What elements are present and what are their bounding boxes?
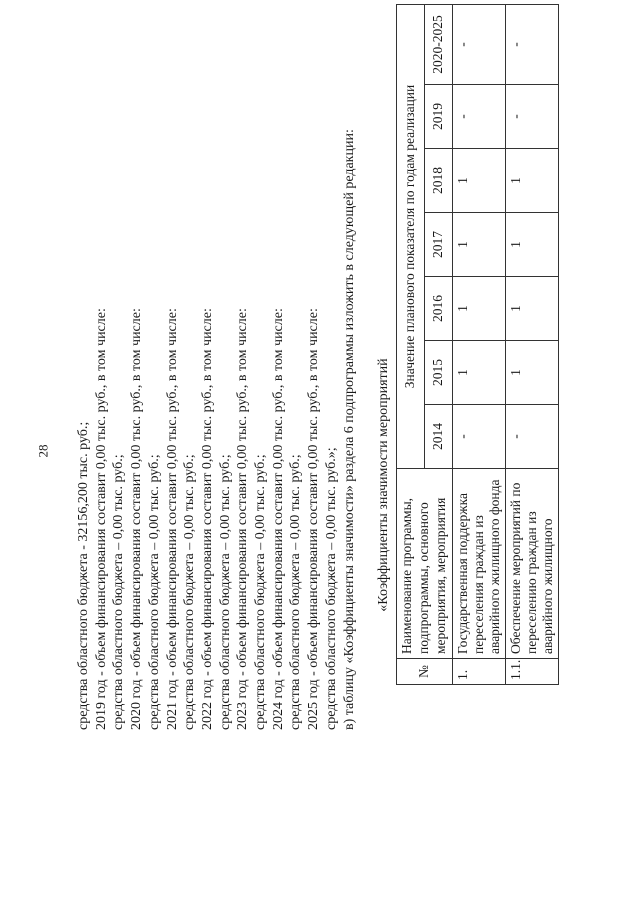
text-line: 2021 год - объем финансирования составит 0,00 тыс. руб., в том числе: bbox=[164, 308, 180, 730]
page-number: 28 bbox=[35, 444, 51, 458]
header-number: № bbox=[397, 659, 453, 685]
row-value: 1 bbox=[452, 277, 505, 341]
table-header-row bbox=[397, 4, 425, 684]
row-value: 1 bbox=[505, 277, 558, 341]
text-line: средства областного бюджета – 0,00 тыс. руб.; bbox=[111, 454, 127, 730]
text-line: в) таблицу «Коэффициенты значимости» раздела 6 подпрограммы изложить в следующей редакции: bbox=[341, 129, 357, 730]
row-value: 1 bbox=[452, 341, 505, 405]
row-number: 1. bbox=[452, 659, 505, 685]
header-year: 2018 bbox=[424, 149, 452, 213]
header-group: Значение планового показателя по годам реализации bbox=[397, 4, 425, 468]
text-line: 2025 год - объем финансирования составит 0,00 тыс. руб., в том числе: bbox=[306, 308, 322, 730]
text-line: средства областного бюджета – 0,00 тыс. руб.; bbox=[146, 454, 162, 730]
row-number: 1.1. bbox=[505, 659, 558, 685]
row-value: - bbox=[452, 85, 505, 149]
text-line: 2022 год - объем финансирования составит 0,00 тыс. руб., в том числе: bbox=[199, 308, 215, 730]
body-text bbox=[75, 129, 358, 730]
header-year: 2020-2025 bbox=[424, 4, 452, 84]
header-year: 2016 bbox=[424, 277, 452, 341]
text-line: 2024 год - объем финансирования составит 0,00 тыс. руб., в том числе: bbox=[270, 308, 286, 730]
text-line: 2020 год - объем финансирования составит 0,00 тыс. руб., в том числе: bbox=[129, 308, 145, 730]
text-line: средства областного бюджета – 0,00 тыс. руб.; bbox=[288, 454, 304, 730]
table-row bbox=[452, 4, 505, 684]
row-value: 1 bbox=[452, 149, 505, 213]
text-line: средства областного бюджета – 0,00 тыс. руб.»; bbox=[323, 447, 339, 730]
text-line: 2023 год - объем финансирования составит 0,00 тыс. руб., в том числе: bbox=[235, 308, 251, 730]
header-name: Наименование программы, подпрограммы, основного мероприятия, мероприятия bbox=[397, 469, 453, 659]
row-value: - bbox=[452, 4, 505, 84]
text-line: средства областного бюджета – 0,00 тыс. руб.; bbox=[253, 454, 269, 730]
header-year: 2017 bbox=[424, 213, 452, 277]
text-line: средства областного бюджета – 0,00 тыс. руб.; bbox=[182, 454, 198, 730]
row-value: - bbox=[452, 405, 505, 469]
header-year: 2015 bbox=[424, 341, 452, 405]
header-year: 2014 bbox=[424, 405, 452, 469]
header-year: 2019 bbox=[424, 85, 452, 149]
row-value: 1 bbox=[505, 213, 558, 277]
text-line: средства областного бюджета - 32156,200 тыс. руб.; bbox=[76, 421, 91, 730]
row-value: 1 bbox=[505, 149, 558, 213]
text-line: средства областного бюджета – 0,00 тыс. руб.; bbox=[217, 454, 233, 730]
row-value: - bbox=[505, 4, 558, 84]
row-name: Государственная поддержка переселения граждан из аварийного жилищного фонда bbox=[452, 469, 505, 659]
table-row bbox=[505, 4, 558, 684]
row-value: - bbox=[505, 405, 558, 469]
text-line: 2019 год - объем финансирования составит 0,00 тыс. руб., в том числе: bbox=[93, 308, 109, 730]
table-caption: «Коэффициенты значимости мероприятий bbox=[376, 358, 391, 612]
row-value: 1 bbox=[505, 341, 558, 405]
significance-table bbox=[396, 4, 559, 685]
row-value: - bbox=[505, 85, 558, 149]
row-value: 1 bbox=[452, 213, 505, 277]
row-name: Обеспечение мероприятий по переселению граждан из аварийного жилищного bbox=[505, 469, 558, 659]
